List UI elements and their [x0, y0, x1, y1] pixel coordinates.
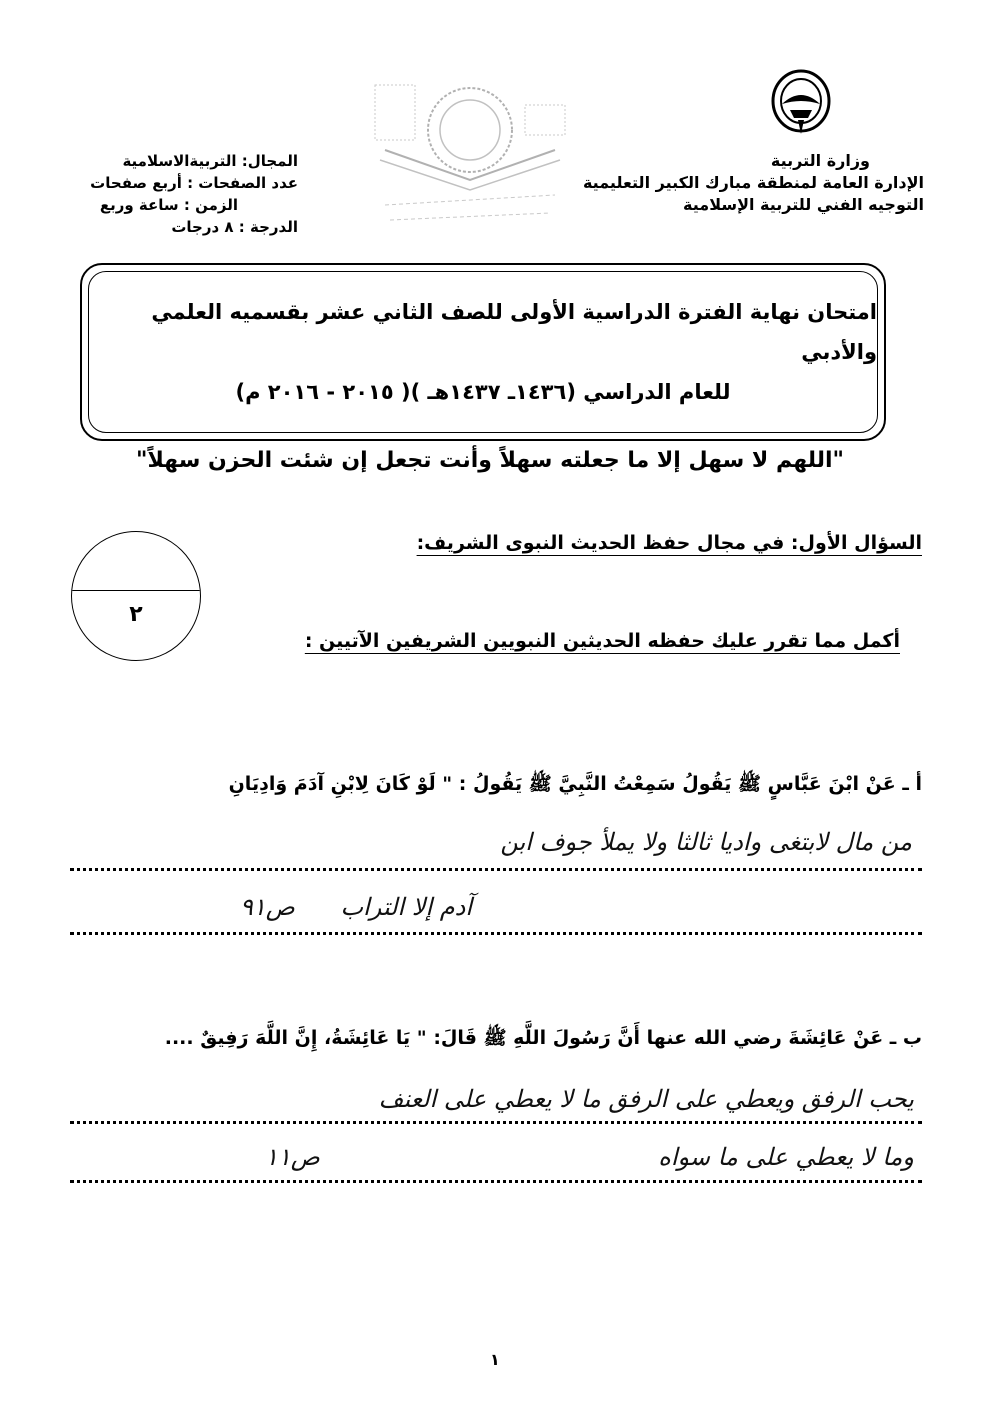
answer-dotted-line	[70, 1121, 922, 1124]
hadith-a-answer-line2: آدم إلا التراب	[340, 893, 472, 921]
hadith-b-answer-page: ص١١	[265, 1143, 320, 1171]
exam-title-box	[80, 263, 886, 441]
page-number: ١	[490, 1350, 500, 1369]
exam-title-line1: امتحان نهاية الفترة الدراسية الأولى للصف الثاني عشر بقسميه العلمي والأدبي	[151, 300, 877, 364]
hadith-b-text: ب ـ عَنْ عَائِشَةَ رضي الله عنها أَنَّ رَسُولَ اللَّهِ ﷺ قَالَ: " يَا عَائِشَةُ، إِنَّ اللَّهَ رَفِيقٌ ....	[164, 1027, 922, 1049]
answer-dotted-line	[70, 868, 922, 871]
hadith-b-answer-line2: وما لا يعطي على ما سواه	[658, 1143, 914, 1171]
header-exam-info	[78, 150, 298, 238]
hadith-a-text: أ ـ عَنْ ابْنَ عَبَّاسٍ ﷺ يَقُولُ سَمِعْتُ النَّبِيَّ ﷺ يَقُولُ : " لَوْ كَانَ لِابْنِ آدَمَ وَادِيَانِ	[228, 773, 922, 795]
answer-dotted-line	[70, 1180, 922, 1183]
hadith-a-answer-page: ص٩١	[240, 893, 295, 921]
answer-dotted-line	[70, 932, 922, 935]
ministry-name: وزارة التربية	[770, 151, 870, 170]
score-value: ٢	[129, 602, 143, 627]
exam-time: الزمن : ساعة وربع	[99, 196, 238, 214]
exam-pages: عدد الصفحات : أربع صفحات	[90, 174, 298, 192]
hadith-b-answer-line1: يحب الرفق ويعطي على الرفق ما لا يعطي على العنف	[378, 1085, 914, 1113]
prayer-quote: "اللهم لا سهل إلا ما جعلته سهلاً وأنت تجعل إن شئت الحزن سهلاً"	[136, 448, 844, 473]
supervision-name: التوجيه الفني للتربية الإسلامية	[683, 195, 924, 214]
question1-heading: السؤال الأول: في مجال حفظ الحديث النبوى الشريف:	[416, 532, 922, 554]
official-stamp	[365, 75, 575, 240]
exam-grade: الدرجة : ٨ درجات	[171, 218, 298, 236]
exam-field: المجال: التربيةالاسلامية	[122, 152, 298, 170]
exam-title-line2: للعام الدراسي (١٤٣٦ـ ١٤٣٧هـ )( ٢٠١٥ - ٢٠١٦ م)	[235, 380, 731, 404]
ministry-emblem-icon	[768, 68, 834, 138]
directorate-name: الإدارة العامة لمنطقة مبارك الكبير التعليمية	[582, 173, 924, 192]
score-circle	[71, 531, 201, 661]
header-ministry-block	[564, 150, 924, 216]
hadith-a-answer-line1: من مال لابتغى واديا ثالثا ولا يملأ جوف ابن	[500, 828, 912, 856]
question1-instruction: أكمل مما تقرر عليك حفظه الحديثين النبويين الشريفين الآتيين :	[304, 630, 900, 652]
